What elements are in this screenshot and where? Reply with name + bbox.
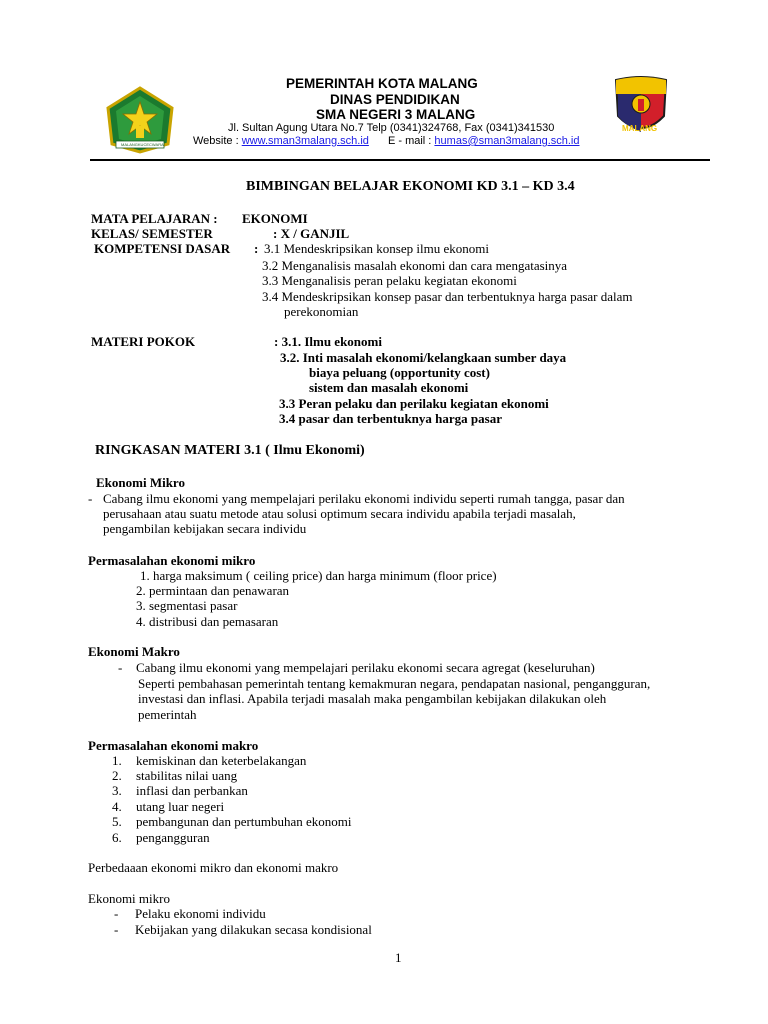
- masalah-makro-num: 1.: [112, 753, 122, 768]
- materi-item: 3.2. Inti masalah ekonomi/kelangkaan sumber daya: [280, 350, 567, 365]
- email-label: E - mail :: [387, 135, 432, 147]
- city-emblem-logo: [104, 86, 176, 154]
- masalah-makro-item: pengangguran: [136, 830, 210, 845]
- materi-item: : 3.1. Ilmu ekonomi: [274, 334, 382, 349]
- left-logo-text: MALANGKUCECWARA: [121, 142, 164, 147]
- ekonomi-mikro-dash: -: [114, 906, 119, 921]
- makro-line: investasi dan inflasi. Apabila terjadi masalah maka pengambilan kebijakan dilakukan oleh: [138, 691, 607, 706]
- kd-colon: :: [254, 241, 259, 256]
- ekonomi-mikro-item: Kebijakan yang dilakukan secasa kondisional: [135, 922, 372, 937]
- school-shield-logo: [612, 74, 670, 140]
- kelas-value: : X / GANJIL: [273, 226, 350, 241]
- mikro-heading: Ekonomi Mikro: [96, 475, 185, 490]
- materi-item: biaya peluang (opportunity cost): [309, 365, 490, 380]
- mikro-line: pengambilan kebijakan secara individu: [103, 521, 307, 536]
- masalah-mikro-item: 2. permintaan dan penawaran: [136, 583, 290, 598]
- masalah-makro-heading: Permasalahan ekonomi makro: [88, 738, 259, 753]
- masalah-makro-item: kemiskinan dan keterbelakangan: [136, 753, 307, 768]
- materi-item: sistem dan masalah ekonomi: [309, 380, 469, 395]
- mikro-dash: -: [88, 491, 93, 506]
- header-line-1: PEMERINTAH KOTA MALANG: [286, 76, 478, 91]
- mapel-label: MATA PELAJARAN :: [91, 211, 218, 226]
- makro-heading: Ekonomi Makro: [88, 644, 180, 659]
- header-contact: [193, 135, 580, 147]
- masalah-makro-num: 6.: [112, 830, 122, 845]
- masalah-makro-item: inflasi dan perbankan: [136, 783, 248, 798]
- kelas-label: KELAS/ SEMESTER: [91, 226, 213, 241]
- kd-item: 3.2 Menganalisis masalah ekonomi dan cara mengatasinya: [262, 258, 568, 273]
- masalah-makro-item: stabilitas nilai uang: [136, 768, 238, 783]
- ekonomi-mikro-item: Pelaku ekonomi individu: [135, 906, 266, 921]
- right-logo-text: MALANG: [622, 124, 658, 133]
- header-line-3: SMA NEGERI 3 MALANG: [316, 107, 476, 122]
- masalah-makro-num: 5.: [112, 814, 122, 829]
- masalah-mikro-item: 3. segmentasi pasar: [136, 598, 238, 613]
- masalah-makro-num: 3.: [112, 783, 122, 798]
- header-divider: [90, 159, 710, 161]
- kd-item: 3.3 Menganalisis peran pelaku kegiatan ekonomi: [262, 273, 517, 288]
- masalah-makro-item: pembangunan dan pertumbuhan ekonomi: [136, 814, 352, 829]
- materi-label: MATERI POKOK: [91, 334, 196, 349]
- header-line-2: DINAS PENDIDIKAN: [330, 92, 460, 107]
- page-number: 1: [395, 950, 402, 965]
- ekonomi-mikro-dash: -: [114, 922, 119, 937]
- materi-item: 3.4 pasar dan terbentuknya harga pasar: [279, 411, 502, 426]
- masalah-makro-num: 4.: [112, 799, 122, 814]
- masalah-mikro-item: 4. distribusi dan pemasaran: [136, 614, 279, 629]
- kd-label: KOMPETENSI DASAR: [94, 241, 231, 256]
- masalah-makro-num: 2.: [112, 768, 122, 783]
- masalah-mikro-heading: Permasalahan ekonomi mikro: [88, 553, 256, 568]
- mikro-line: Cabang ilmu ekonomi yang mempelajari perilaku ekonomi individu seperti rumah tangga, pasar dan: [103, 491, 625, 506]
- website-link[interactable]: www.sman3malang.sch.id: [241, 135, 369, 147]
- page-title: BIMBINGAN BELAJAR EKONOMI KD 3.1 – KD 3.4: [246, 179, 575, 194]
- email-link[interactable]: humas@sman3malang.sch.id: [434, 135, 580, 147]
- makro-line: Cabang ilmu ekonomi yang mempelajari perilaku ekonomi secara agregat (keseluruhan): [136, 660, 595, 675]
- mikro-line: perusahaan atau suatu metode atau solusi optimum secara individu apabila terjadi masalah,: [103, 506, 576, 521]
- kd-item: perekonomian: [284, 304, 359, 319]
- kd-item: 3.1 Mendeskripsikan konsep ilmu ekonomi: [264, 241, 489, 256]
- ringkasan-heading: RINGKASAN MATERI 3.1 ( Ilmu Ekonomi): [95, 443, 365, 458]
- makro-dash: -: [118, 660, 123, 675]
- mapel-value: EKONOMI: [242, 211, 308, 226]
- header-address: Jl. Sultan Agung Utara No.7 Telp (0341)324768, Fax (0341)341530: [228, 122, 555, 134]
- materi-item: 3.3 Peran pelaku dan perilaku kegiatan ekonomi: [279, 396, 549, 411]
- perbedaan-heading: Perbedaaan ekonomi mikro dan ekonomi makro: [88, 860, 339, 875]
- kd-item: 3.4 Mendeskripsikan konsep pasar dan terbentuknya harga pasar dalam: [262, 289, 633, 304]
- website-label: Website :: [193, 135, 239, 147]
- ekonomi-mikro-subheading: Ekonomi mikro: [88, 891, 170, 906]
- masalah-mikro-item: 1. harga maksimum ( ceiling price) dan harga minimum (floor price): [140, 568, 497, 583]
- makro-line: pemerintah: [138, 707, 197, 722]
- masalah-makro-item: utang luar negeri: [136, 799, 225, 814]
- makro-line: Seperti pembahasan pemerintah tentang kemakmuran negara, pendapatan nasional, pengangguran,: [138, 676, 651, 691]
